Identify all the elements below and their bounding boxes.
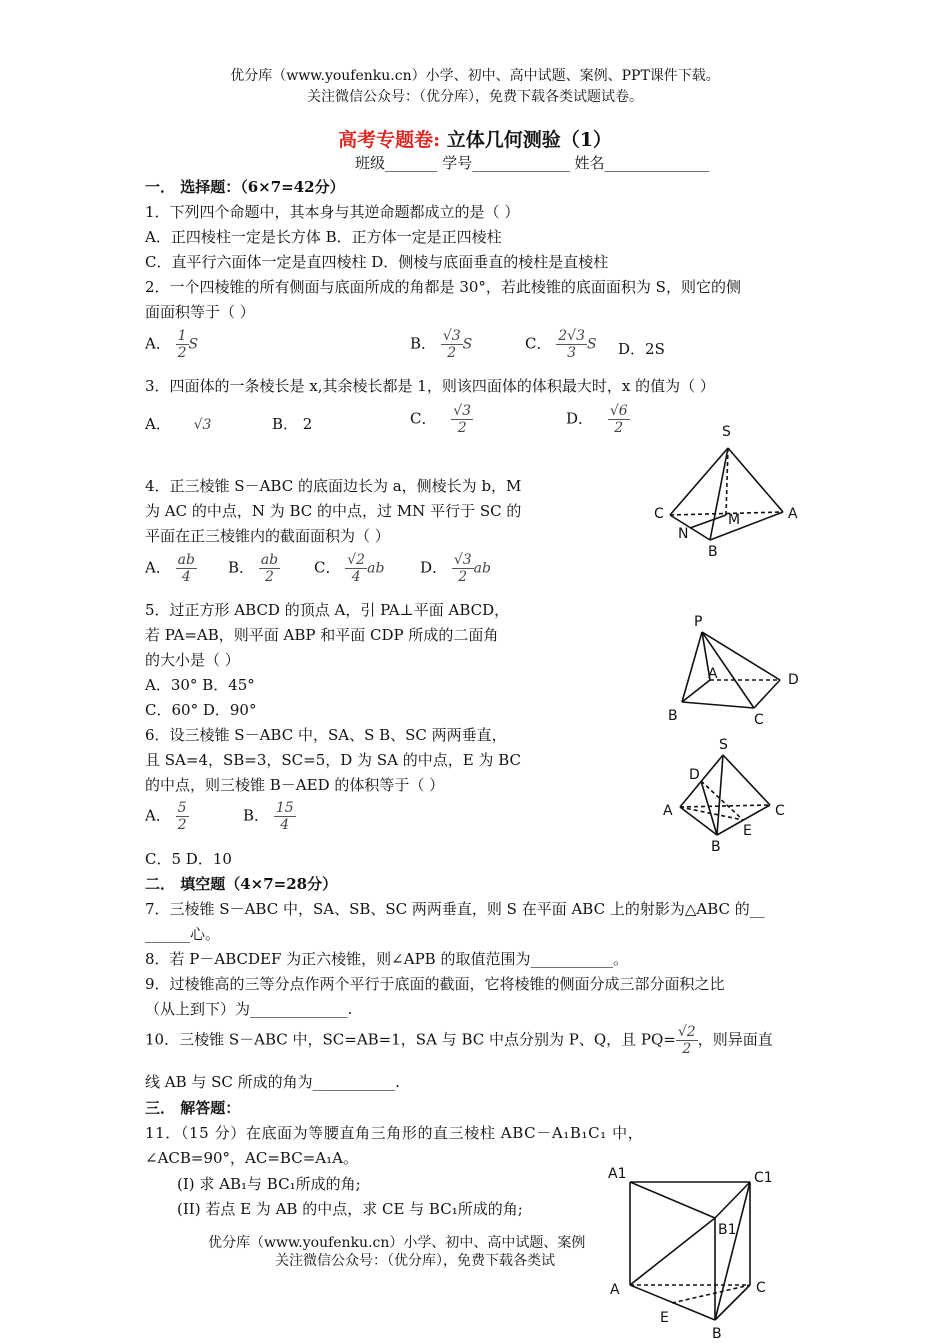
fig4-label-a1: A1: [608, 1166, 627, 1182]
fig2-label-d: D: [788, 672, 799, 688]
q10-text-a: 10．三棱锥 S－ABC 中，SC=AB=1，SA 与 BC 中点分别为 P、Q，且 PQ=: [145, 1030, 676, 1049]
fig4-label-a: A: [610, 1282, 620, 1298]
q4-d-ab: ab: [473, 560, 491, 577]
q6-options-row2: C．5 D．10: [145, 850, 232, 868]
fig4-label-b1: B1: [718, 1222, 737, 1238]
q4-d-fraction: [452, 552, 474, 585]
q3-c-label: C．: [410, 409, 437, 428]
q9-line-1: 9．过棱锥高的三等分点作两个平行于底面的截面，它将棱锥的侧面分成三部分面积之比: [145, 975, 725, 993]
q2-stem-2: 面面积等于（ ）: [145, 303, 255, 321]
q7-line-1: 7．三棱锥 S－ABC 中，SA、SB、SC 两两垂直，则 S 在平面 ABC 上的射影为△ABC 的__: [145, 900, 765, 918]
q10-line-2: 线 AB 与 SC 所成的角为___________.: [145, 1073, 400, 1091]
q5-line-2: 若 PA=AB，则平面 ABP 和平面 CDP 所成的二面角: [145, 626, 499, 644]
q2-stem-1: 2．一个四棱锥的所有侧面与底面所成的角都是 30°，若此棱锥的底面面积为 S，则它的侧: [145, 278, 741, 296]
q2-b-den: 2: [447, 345, 457, 361]
q3-c-num: √3: [453, 403, 472, 419]
section-fill: 二． 填空题（4×7=28分）: [145, 875, 338, 893]
q6-a-label: A．: [145, 806, 171, 825]
fig3-label-s: S: [719, 737, 728, 753]
q10-line-1: [145, 1024, 773, 1057]
figure-tetrahedron-sabc-2: [655, 735, 795, 855]
q2-a-fraction: [176, 328, 189, 361]
q4-c-fraction: [345, 552, 367, 585]
q11-part-1: (I) 求 AB₁与 BC₁所成的角;: [177, 1175, 361, 1193]
q4-line-3: 平面在正三棱锥内的截面面积为（ ）: [145, 527, 390, 545]
page-title: [0, 125, 950, 152]
q6-b-num: 15: [275, 800, 294, 816]
q2-c-den: 3: [567, 345, 577, 361]
q4-c-ab: ab: [367, 560, 385, 577]
q7-line-2: ______心。: [145, 925, 221, 943]
q3-d-label: D．: [566, 409, 594, 428]
q10-den: 2: [682, 1041, 692, 1057]
q6-line-1: 6．设三棱锥 S－ABC 中，SA、S B、SC 两两垂直，: [145, 726, 507, 744]
q11-line-1: 11．（15 分）在底面为等腰直角三角形的直三棱柱 ABC－A₁B₁C₁ 中，: [145, 1124, 644, 1142]
q4-c-num: √2: [347, 552, 366, 568]
fig3-label-c: C: [775, 803, 785, 819]
q9-line-2: （从上到下）为_____________.: [145, 1000, 353, 1018]
fig4-label-b: B: [712, 1326, 722, 1342]
q2-c-fraction: [556, 328, 587, 361]
q5-options-row2: C．60° D．90°: [145, 701, 257, 719]
q1-options-row1: A．正四棱柱一定是长方体 B．正方体一定是正四棱柱: [145, 228, 502, 246]
q6-a-den: 2: [177, 817, 187, 833]
q4-a-den: 4: [181, 569, 191, 585]
q4-option-d: [420, 552, 491, 585]
q3-option-b: B． 2: [272, 415, 313, 433]
figure-tetrahedron-sabc: [648, 420, 808, 560]
q5-options-row1: A．30° B．45°: [145, 676, 255, 694]
q10-num: √2: [677, 1024, 696, 1040]
q3-stem: 3．四面体的一条棱长是 x,其余棱长都是 1，则该四面体的体积最大时，x 的值为（ ）: [145, 377, 715, 395]
q4-line-2: 为 AC 的中点，N 为 BC 的中点，过 MN 平行于 SC 的: [145, 502, 522, 520]
q4-c-den: 4: [351, 569, 361, 585]
fig3-label-b: B: [711, 839, 721, 855]
q4-c-label: C．: [314, 558, 341, 577]
q3-d-num: √6: [609, 403, 628, 419]
q2-b-fraction: [441, 328, 463, 361]
q4-b-label: B．: [228, 558, 255, 577]
fig2-label-b: B: [668, 708, 678, 724]
footer-line-2: 关注微信公众号：（优分库），免费下载各类试: [275, 1253, 555, 1269]
q4-d-den: 2: [458, 569, 468, 585]
q4-b-den: 2: [265, 569, 274, 585]
q4-a-label: A．: [145, 558, 171, 577]
q6-option-a: [145, 800, 189, 833]
q2-option-b: [410, 328, 472, 361]
q2-c-label: C．: [525, 334, 552, 353]
q2-option-d: D．2S: [618, 340, 665, 358]
q3-d-fraction: [608, 403, 630, 436]
fig2-label-a: A: [708, 666, 718, 682]
header-line-1: 优分库（www.youfenku.cn）小学、初中、高中试题、案例、PPT课件下载。: [230, 68, 720, 84]
fig3-label-d: D: [689, 767, 700, 783]
q6-line-3: 的中点，则三棱锥 B－AED 的体积等于（ ）: [145, 776, 445, 794]
q8-line: 8．若 P－ABCDEF 为正六棱锥，则∠APB 的取值范围为___________。: [145, 950, 628, 968]
q6-b-den: 4: [280, 817, 290, 833]
q2-b-var: S: [462, 336, 473, 353]
q2-b-num: √3: [442, 328, 461, 344]
fig4-label-c1: C1: [754, 1170, 773, 1186]
q6-line-2: 且 SA=4，SB=3，SC=5，D 为 SA 的中点，E 为 BC: [145, 751, 521, 769]
q3-c-den: 2: [457, 420, 467, 436]
q6-a-num: 5: [177, 800, 187, 816]
q5-line-3: 的大小是（ ）: [145, 651, 240, 669]
q2-c-var: S: [587, 336, 597, 353]
q3-option-c: [410, 403, 473, 436]
footer-line-1: 优分库（www.youfenku.cn）小学、初中、高中试题、案例: [208, 1235, 586, 1251]
student-info: 班级_______ 学号_____________ 姓名______________: [355, 154, 710, 172]
fig1-label-m: M: [728, 512, 741, 528]
q5-line-1: 5．过正方形 ABCD 的顶点 A，引 PA⊥平面 ABCD，: [145, 601, 510, 619]
q1-stem: 1．下列四个命题中，其本身与其逆命题都成立的是（ ）: [145, 203, 520, 221]
q10-text-b: ，则异面直: [697, 1030, 773, 1049]
figure-prism-abc: [600, 1160, 800, 1342]
q3-c-fraction: [451, 403, 473, 436]
q1-options-row2: C．直平行六面体一定是直四棱柱 D．侧棱与底面垂直的棱柱是直棱柱: [145, 253, 609, 271]
q2-option-c: [525, 328, 597, 361]
q2-b-label: B．: [410, 334, 437, 353]
q4-option-b: [228, 552, 280, 585]
q11-part-2: (II) 若点 E 为 AB 的中点，求 CE 与 BC₁所成的角;: [177, 1200, 523, 1218]
q4-a-num: ab: [177, 552, 195, 568]
q6-b-label: B．: [243, 806, 270, 825]
fig1-label-s: S: [722, 424, 731, 440]
q3-option-a: [145, 413, 211, 434]
fig1-label-a: A: [788, 506, 798, 522]
q10-fraction: [676, 1024, 698, 1057]
figure-pyramid-pabcd: [662, 610, 812, 728]
q3-a-value: √3: [193, 417, 212, 433]
fig4-label-e: E: [660, 1310, 669, 1326]
q2-c-num: 2√3: [558, 328, 586, 344]
fig3-label-a: A: [663, 803, 673, 819]
q2-a-den: 2: [177, 345, 187, 361]
q2-a-num: 1: [177, 328, 187, 344]
q3-a-label: A．: [145, 415, 171, 433]
q4-option-a: [145, 552, 197, 585]
fig1-label-b: B: [708, 544, 718, 560]
fig2-label-p: P: [694, 614, 703, 630]
q3-option-d: [566, 403, 630, 436]
q2-option-a: [145, 328, 198, 361]
q2-a-var: S: [188, 336, 199, 353]
title-black: 立体几何测验（1）: [440, 129, 612, 151]
q4-d-num: √3: [453, 552, 472, 568]
q6-option-b: [243, 800, 296, 833]
section-answer: 三． 解答题：: [145, 1099, 241, 1117]
section-choice: 一． 选择题：（6×7=42分）: [145, 178, 345, 196]
q2-a-label: A．: [145, 334, 171, 353]
title-red: 高考专题卷:: [338, 129, 441, 151]
q4-b-fraction: [259, 552, 280, 585]
fig1-label-n: N: [678, 526, 689, 542]
q11-line-2: ∠ACB=90°，AC=BC=A₁A。: [145, 1149, 358, 1167]
q3-d-den: 2: [614, 420, 624, 436]
header-line-2: 关注微信公众号：（优分库），免费下载各类试题试卷。: [307, 89, 643, 105]
fig4-label-c: C: [756, 1280, 766, 1296]
q6-a-fraction: [176, 800, 189, 833]
fig1-label-c: C: [654, 506, 664, 522]
q4-line-1: 4．正三棱锥 S－ABC 的底面边长为 a，侧棱长为 b，M: [145, 477, 522, 495]
q4-option-c: [314, 552, 384, 585]
q6-b-fraction: [274, 800, 296, 833]
fig2-label-c: C: [754, 712, 764, 728]
q4-b-num: ab: [260, 552, 279, 568]
q4-d-label: D．: [420, 558, 448, 577]
q4-a-fraction: [176, 552, 197, 585]
fig3-label-e: E: [743, 823, 752, 839]
